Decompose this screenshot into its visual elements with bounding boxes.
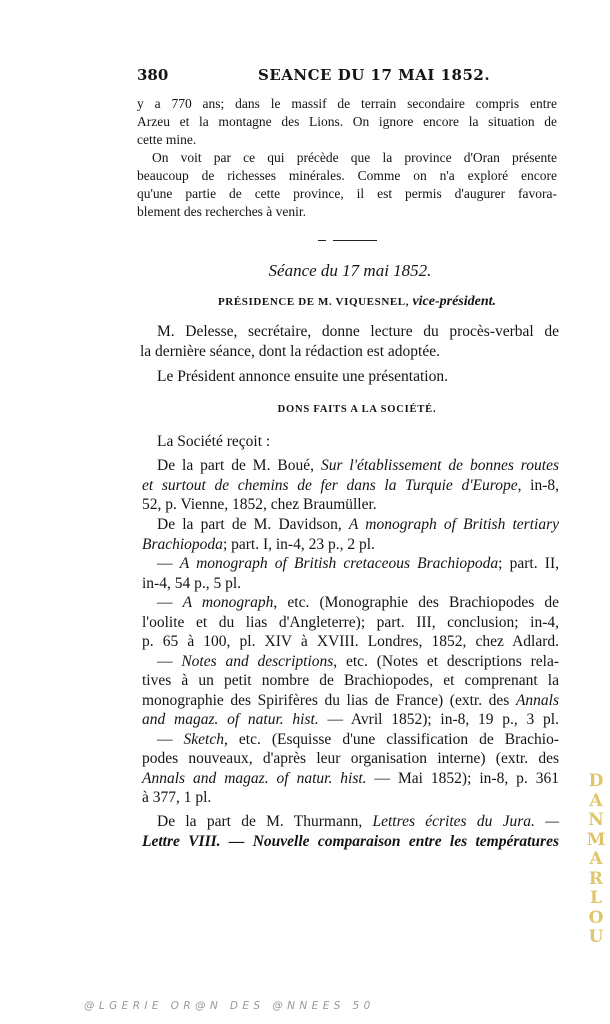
page-header	[137, 66, 557, 86]
watermark-letter: N	[588, 810, 604, 830]
text-run: Brachiopoda	[142, 535, 223, 553]
text-line	[142, 456, 559, 476]
text-line: l'oolite et du lias d'Angleterre); part. III, conclusion; in-4,	[142, 613, 559, 631]
text-run: , etc. (Esquisse d'une classification de Brachio-	[224, 730, 559, 748]
minutes-paragraph	[140, 322, 559, 362]
presentation-paragraph	[157, 367, 559, 387]
text-run: — Mai 1852); in-8, p. 361	[366, 769, 560, 787]
text-line: p. 65 à 100, pl. XIV à XVIII. Londres, 1852, chez Adlard.	[142, 633, 559, 650]
section-divider-rule	[333, 240, 377, 241]
text-run: —	[157, 555, 180, 572]
text-run: Annals and magaz. of natur. hist.	[142, 769, 367, 787]
text-run: Annals	[515, 691, 559, 709]
text-run: —	[157, 594, 183, 611]
text-run: Notes and descriptions	[181, 652, 334, 670]
entry-davidson	[142, 515, 559, 808]
footer-watermark: @LGERIE OR@N DES @NNEES 50	[84, 1000, 375, 1012]
text-run: , in-8,	[517, 476, 560, 494]
presidency-role: vice-président.	[412, 294, 497, 309]
text-run: , etc. (Monographie des Brachiopodes de	[273, 594, 559, 611]
text-line	[142, 652, 559, 672]
text-run: Sketch	[183, 730, 224, 748]
text-line: la dernière séance, dont la rédaction est adoptée.	[140, 343, 440, 360]
intro-paragraph-1	[137, 95, 557, 149]
text-run: —	[157, 730, 184, 748]
watermark-letter: M	[586, 829, 606, 850]
session-title: Séance du 17 mai 1852.	[268, 261, 432, 280]
text-line: cette mine.	[137, 132, 197, 147]
text-line	[142, 812, 559, 832]
gifts-intro	[157, 432, 559, 452]
watermark-letter: A	[589, 790, 603, 811]
text-line	[142, 476, 559, 496]
vertical-watermark	[584, 772, 608, 948]
text-line: blement des recherches à venir.	[137, 204, 307, 219]
entry-thurmann	[142, 812, 559, 851]
text-run: De la part de M. Thurmann,	[157, 813, 373, 830]
text-line: Lettre VIII. — Nouvelle comparaison entre les températures	[142, 832, 559, 850]
watermark-letter: R	[588, 868, 604, 889]
text-run: De la part de M. Davidson,	[157, 516, 349, 533]
text-line	[142, 769, 559, 789]
text-run: and magaz. of natur. hist.	[142, 711, 319, 728]
text-line: in-4, 54 p., 5 pl.	[142, 574, 242, 592]
presidency-label: PRÉSIDENCE DE M. VIQUESNEL,	[217, 296, 413, 308]
text-line: La Société reçoit :	[157, 433, 271, 450]
text-line: 52, p. Vienne, 1852, chez Braumüller.	[142, 496, 377, 513]
text-run: De la part de M. Boué,	[157, 457, 321, 474]
text-line: à 377, 1 pl.	[142, 789, 212, 806]
text-run: et surtout de chemins de fer dans la Turquie d'Europe	[142, 476, 518, 494]
watermark-letter: O	[588, 907, 604, 928]
text-line: beaucoup de richesses minérales. Comme on n'a exploré encore	[137, 168, 557, 183]
text-line: M. Delesse, secrétaire, donne lecture du procès-verbal de	[157, 323, 559, 340]
text-line	[142, 535, 559, 555]
presidency-line	[0, 294, 610, 310]
text-line	[142, 515, 559, 535]
text-run: — Avril 1852); in-8, 19 p., 3 pl.	[318, 711, 559, 728]
text-run: Lettres écrites du Jura. —	[372, 813, 559, 830]
text-line	[142, 691, 559, 711]
intro-paragraph-2	[137, 149, 557, 221]
watermark-letter: D	[588, 771, 604, 791]
text-run: , etc. (Notes et descriptions rela-	[333, 652, 559, 670]
text-run: —	[157, 652, 182, 670]
text-line: Le Président annonce ensuite une présentation.	[157, 368, 448, 385]
gifts-heading: DONS FAITS A LA SOCIÉTÉ.	[277, 404, 437, 415]
text-run: monographie des Spirifères du lias de France) (extr. des	[142, 691, 516, 709]
text-line: qu'une partie de cette province, il est permis d'augurer favora-	[137, 186, 557, 201]
text-run: A monograph of British cretaceous Brachiopoda	[179, 555, 499, 572]
text-line: On voit par ce qui précède que la province d'Oran présente	[152, 150, 557, 165]
text-run: Sur l'établissement de bonnes routes	[320, 457, 559, 474]
text-run: A monograph	[182, 594, 274, 611]
entry-boue	[142, 456, 559, 515]
watermark-letter: L	[590, 888, 602, 908]
watermark-letter: A	[589, 849, 603, 869]
section-divider-dash	[318, 240, 326, 241]
watermark-letter: U	[588, 927, 604, 947]
text-line: y a 770 ans; dans le massif de terrain secondaire compris entre	[137, 96, 557, 111]
text-run: A monograph of British tertiary	[348, 516, 559, 533]
text-line	[142, 730, 559, 750]
text-line: tives à un petit nombre de Brachiopodes, et comprenant la	[142, 672, 559, 689]
running-head: SEANCE DU 17 MAI 1852.	[258, 66, 491, 84]
text-run: ; part. I, in-4, 23 p., 2 pl.	[222, 535, 375, 553]
text-line: podes nouveaux, d'après leur organisation interne) (extr. des	[142, 750, 559, 767]
page-number: 380	[137, 66, 169, 84]
text-run: ; part. II,	[498, 555, 560, 572]
text-line	[142, 710, 559, 730]
text-line	[142, 593, 559, 613]
text-line	[142, 554, 559, 574]
text-line: Arzeu et la montagne des Lions. On ignore encore la situation de	[137, 114, 557, 129]
